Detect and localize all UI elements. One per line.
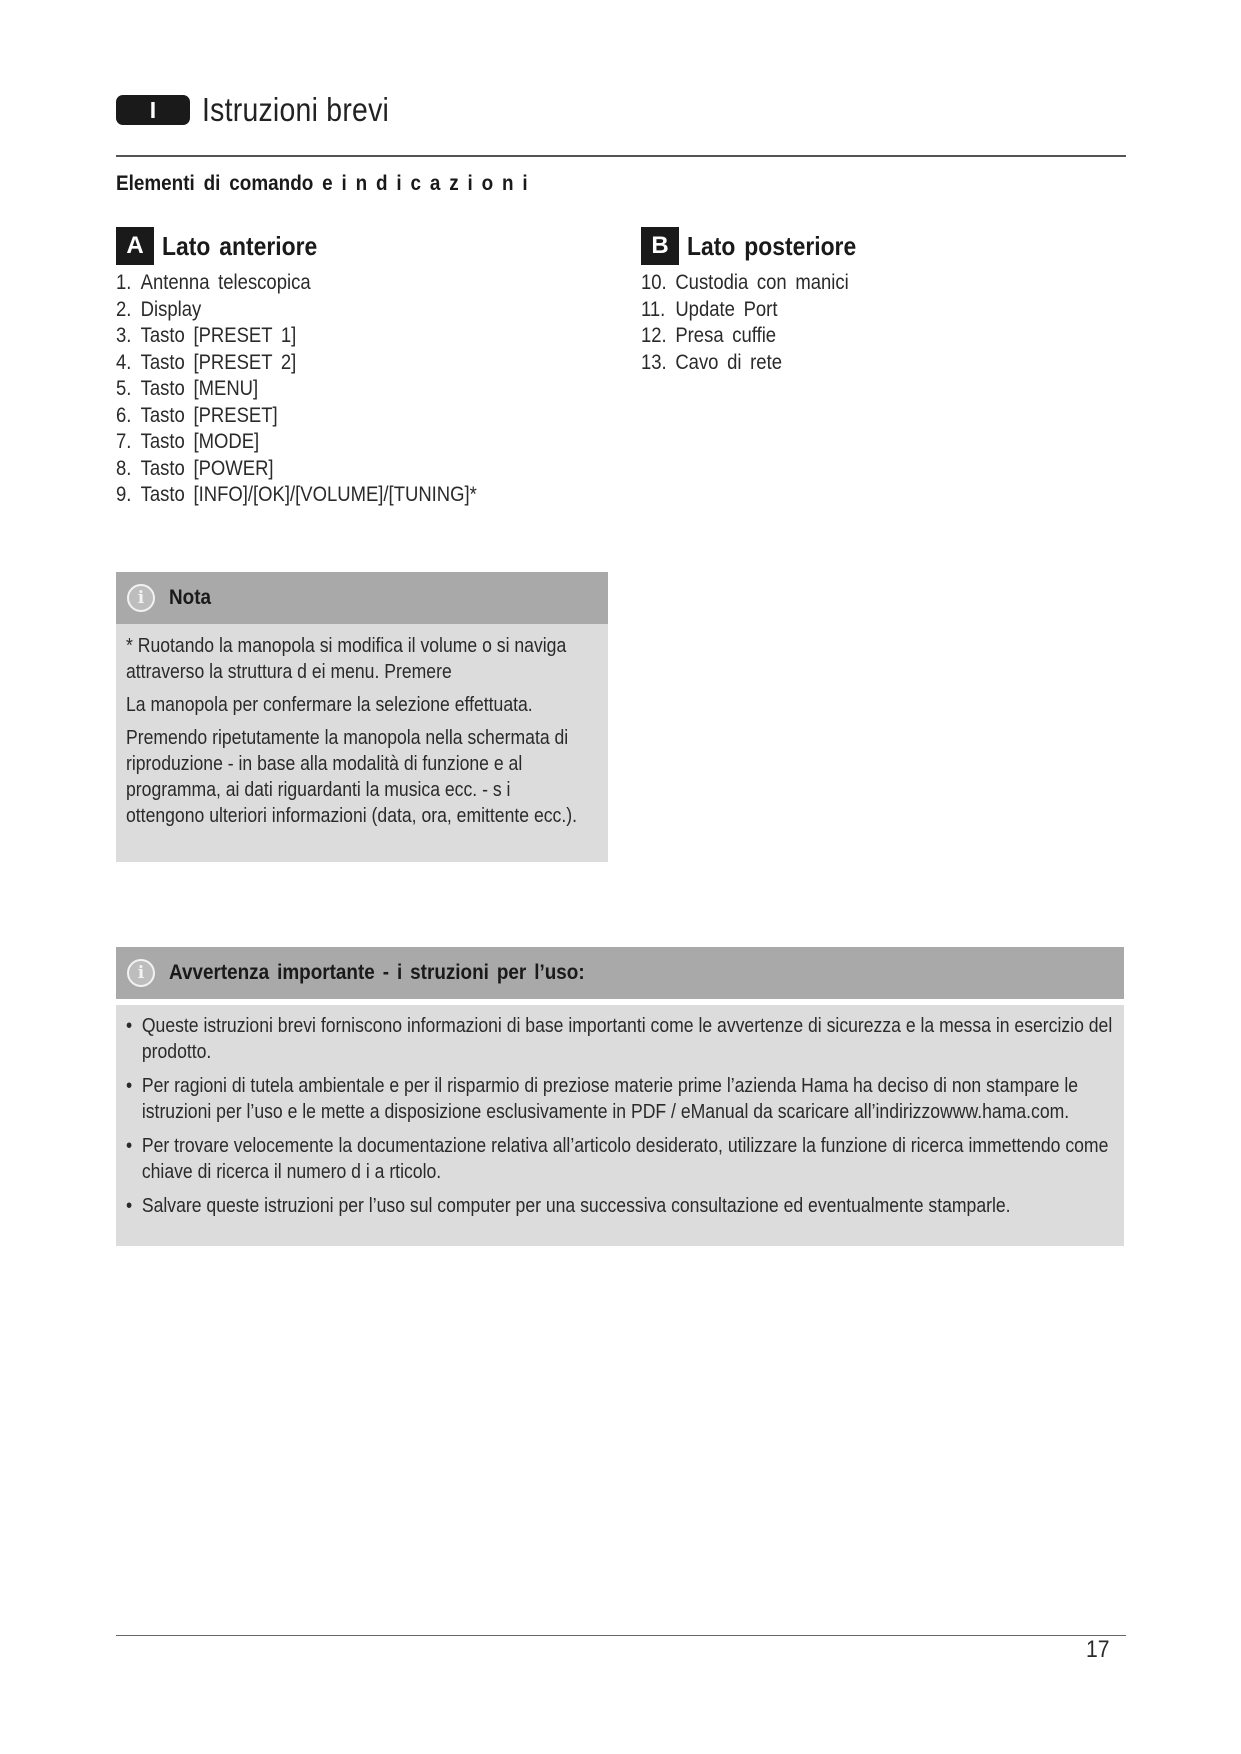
item-number: 10. xyxy=(641,271,667,294)
item-text: Tasto [POWER] xyxy=(140,456,274,480)
warning-bullet: • Salvare queste istruzioni per l’uso sul computer per una successiva consultazione ed eventualmente stamparle. xyxy=(126,1193,1116,1219)
item-text: Cavo di rete xyxy=(675,350,783,374)
list-item xyxy=(641,297,851,324)
warning-list xyxy=(116,1005,1124,1219)
item-number: 13. xyxy=(641,350,667,374)
list-item xyxy=(116,456,477,483)
note-title: Nota xyxy=(169,586,212,609)
note-paragraph: La manopola per confermare la selezione effettuata. xyxy=(126,694,533,716)
note-box xyxy=(116,572,608,862)
warning-bullet: • Queste istruzioni brevi forniscono informazioni di base importanti come le avvertenze di sicurezza e la messa in esercizio del prodotto. xyxy=(126,1013,1116,1065)
list-item xyxy=(116,297,477,324)
language-badge: I xyxy=(116,95,190,125)
back-side-title: Lato posteriore xyxy=(687,230,857,261)
front-side-column xyxy=(116,226,526,509)
back-items-list xyxy=(641,270,879,376)
item-text: Custodia con manici xyxy=(675,271,849,294)
list-item xyxy=(641,350,851,377)
page-title: Istruzioni brevi xyxy=(202,91,390,128)
footer-rule xyxy=(116,1635,1126,1636)
item-text: Update Port xyxy=(675,297,778,321)
item-text: Tasto [PRESET] xyxy=(140,403,278,427)
info-icon: i xyxy=(127,584,155,612)
warning-bullet: • Per ragioni di tutela ambientale e per il risparmio di preziose materie prime l’azienda Hama ha deciso di non stampare le istruzioni per l’uso e le mette a disposizione esclusivamente in PDF / eManual da scaricare all’indirizzowww.hama.com. xyxy=(126,1073,1116,1125)
list-item xyxy=(116,350,477,377)
warning-bullet: • Per trovare velocemente la documentazione relativa all’articolo desiderato, utilizzare la funzione di ricerca immettendo come chiave di ricerca il numero d i a rticolo. xyxy=(126,1133,1116,1185)
item-text: Antenna telescopica xyxy=(140,271,311,294)
page-header xyxy=(116,90,420,130)
item-text: Tasto [INFO]/[OK]/[VOLUME]/[TUNING]* xyxy=(140,483,477,506)
list-item xyxy=(641,323,851,350)
item-number: 5. xyxy=(116,377,132,400)
item-text: Display xyxy=(140,297,202,321)
note-body xyxy=(116,624,608,842)
item-text: Tasto [PRESET 1] xyxy=(140,324,297,347)
item-text: Tasto [MODE] xyxy=(140,430,260,453)
back-side-heading xyxy=(641,226,879,266)
info-icon: i xyxy=(127,959,155,987)
front-side-heading xyxy=(116,226,526,266)
item-text: Tasto [PRESET 2] xyxy=(140,350,297,374)
warning-title: Avvertenza importante - i struzioni per l’uso: xyxy=(169,961,585,984)
page-number: 17 xyxy=(1086,1636,1110,1663)
note-paragraph: * Ruotando la manopola si modifica il volume o si naviga attraverso la struttura d ei menu. Premere xyxy=(126,635,567,683)
item-number: 11. xyxy=(641,297,666,321)
item-number: 9. xyxy=(116,483,132,506)
item-number: 3. xyxy=(116,324,132,347)
list-item xyxy=(116,482,477,509)
list-item xyxy=(116,270,477,297)
warning-box xyxy=(116,947,1124,1246)
front-badge: A xyxy=(116,227,154,265)
note-paragraph: Premendo ripetutamente la manopola nella schermata di riproduzione - in base alla modalità di funzione e al programma, ai dati riguardanti la musica ecc. - s i ottengono ulteriori informazioni (data, ora, emittente ecc.). xyxy=(126,727,577,827)
front-items-list xyxy=(116,270,526,509)
list-item xyxy=(116,323,477,350)
list-item xyxy=(641,270,851,297)
note-header xyxy=(116,572,608,624)
back-side-column xyxy=(641,226,879,376)
item-text: Tasto [MENU] xyxy=(140,377,259,400)
item-number: 2. xyxy=(116,297,132,321)
item-number: 6. xyxy=(116,403,132,427)
item-number: 1. xyxy=(116,271,132,294)
item-text: Presa cuffie xyxy=(675,324,777,347)
header-rule xyxy=(116,155,1126,157)
item-number: 4. xyxy=(116,350,132,374)
front-side-title: Lato anteriore xyxy=(162,230,318,261)
item-number: 7. xyxy=(116,430,132,453)
list-item xyxy=(116,376,477,403)
back-badge: B xyxy=(641,227,679,265)
list-item xyxy=(116,429,477,456)
list-item xyxy=(116,403,477,430)
item-number: 8. xyxy=(116,456,132,480)
warning-header xyxy=(116,947,1124,999)
section-title: Elementi di comando e i n d i c a z i o n i xyxy=(116,172,528,195)
item-number: 12. xyxy=(641,324,667,347)
